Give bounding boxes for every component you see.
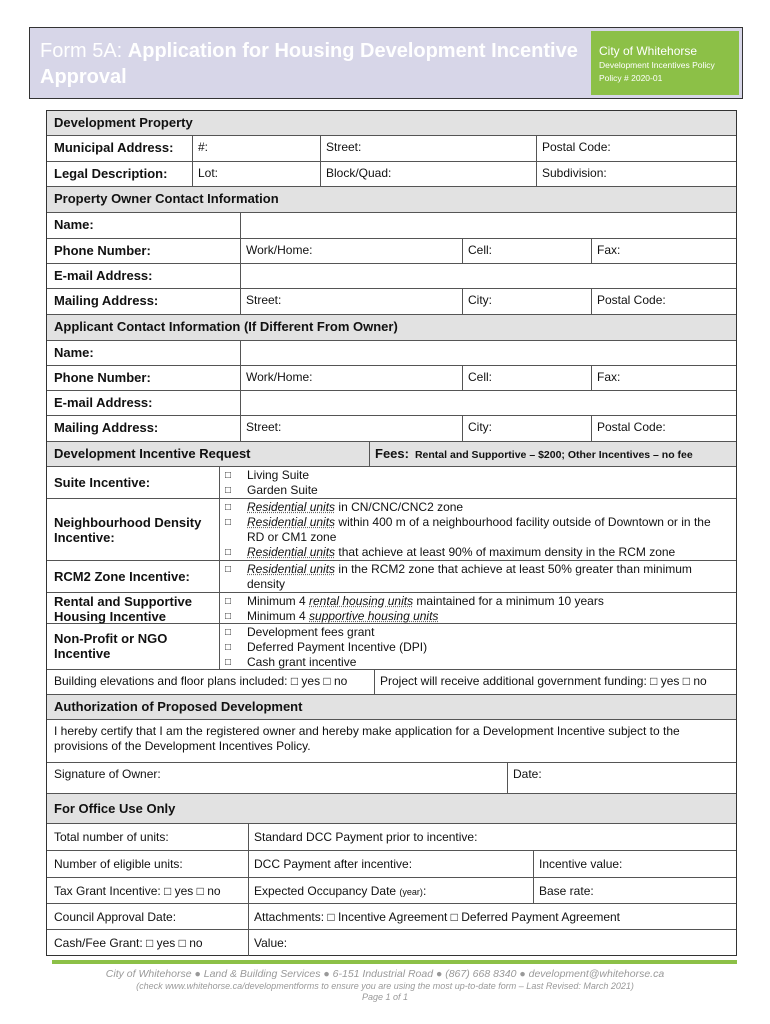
owner-signature-field[interactable]: Signature of Owner: — [54, 767, 161, 781]
owner-mailing-label: Mailing Address: — [54, 293, 159, 308]
office-tax-row — [47, 878, 736, 904]
applicant-email-field[interactable] — [240, 391, 736, 415]
defined-term: Residential units — [247, 562, 336, 576]
municipal-street-field[interactable]: Street: — [320, 136, 536, 161]
checkbox-icon[interactable]: □ — [225, 642, 232, 653]
non-profit-options — [219, 624, 736, 669]
applicant-name-field[interactable] — [240, 341, 736, 365]
applicant-mailing-label: Mailing Address: — [54, 420, 159, 435]
owner-name-field[interactable] — [240, 213, 736, 238]
form-banner — [29, 27, 743, 99]
applicant-email-row — [47, 391, 736, 416]
grant-value-field[interactable]: Value: — [248, 930, 736, 956]
owner-email-row — [47, 264, 736, 289]
section-owner-contact — [47, 187, 736, 213]
certification-row — [47, 720, 736, 763]
occupancy-label: Expected Occupancy Date — [254, 884, 400, 898]
option-text: Minimum 4 — [247, 609, 310, 623]
section-title: For Office Use Only — [54, 801, 176, 816]
section-incentive-request — [47, 442, 736, 467]
section-title: Development Incentive Request — [54, 446, 251, 461]
rcm2-options — [219, 561, 736, 592]
option-text: maintained for a minimum 10 years — [413, 594, 604, 608]
owner-street-field[interactable]: Street: — [240, 289, 462, 314]
municipal-address-row — [47, 136, 736, 162]
total-units-field[interactable]: Total number of units: — [54, 830, 169, 844]
cash-fee-grant-field[interactable]: Cash/Fee Grant: □ yes □ no — [54, 936, 203, 950]
npo-option-cash-grant[interactable] — [220, 655, 736, 670]
city-name: City of Whitehorse — [599, 44, 698, 58]
checkbox-icon[interactable]: □ — [225, 502, 232, 513]
applicant-cell-field[interactable]: Cell: — [462, 366, 591, 390]
applicant-name-label: Name: — [54, 345, 94, 360]
option-text: Living Suite — [247, 468, 310, 482]
occupancy-unit: (year) — [399, 887, 423, 897]
checkbox-icon[interactable]: □ — [225, 657, 232, 668]
dcc-after-incentive-field[interactable]: DCC Payment after incentive: — [248, 851, 533, 877]
council-approval-field[interactable]: Council Approval Date: — [54, 910, 177, 924]
form-number: Form 5A: — [40, 40, 128, 62]
standard-dcc-field[interactable]: Standard DCC Payment prior to incentive: — [248, 824, 736, 850]
neighbourhood-density-row — [47, 499, 736, 561]
defined-term: supportive housing units — [309, 609, 439, 623]
defined-term: rental housing units — [309, 594, 414, 608]
applicant-mailing-row — [47, 416, 736, 442]
office-council-row — [47, 904, 736, 930]
policy-number: Policy # 2020-01 — [599, 73, 663, 83]
signature-row — [47, 763, 736, 794]
eligible-units-field[interactable]: Number of eligible units: — [54, 857, 183, 871]
section-office-use — [47, 794, 736, 824]
option-text: within 400 m of a neighbourhood facility outside of Downtown or in the RD or CM1 zone — [247, 515, 711, 544]
certification-text: I hereby certify that I am the registered owner and hereby make application for a Development Incentive subject to the provisions of the Development Incentives Policy. — [54, 724, 680, 753]
fees-note: Rental and Supportive – $200; Other Incentives – no fee — [414, 449, 693, 461]
applicant-work-field[interactable]: Work/Home: — [240, 366, 462, 390]
checkbox-icon[interactable]: □ — [225, 517, 232, 528]
form-title-text: Application for Housing Development Incentive Approval — [40, 40, 578, 88]
owner-fax-field[interactable]: Fax: — [591, 239, 736, 263]
checkbox-icon[interactable]: □ — [225, 611, 232, 622]
rental-option[interactable] — [220, 594, 736, 609]
base-rate-field[interactable]: Base rate: — [533, 878, 736, 903]
fees-info — [369, 442, 736, 466]
applicant-name-row — [47, 341, 736, 366]
owner-name-label: Name: — [54, 217, 94, 232]
rcm2-option[interactable] — [220, 562, 730, 592]
owner-cell-field[interactable]: Cell: — [462, 239, 591, 263]
owner-phone-row — [47, 239, 736, 264]
legal-description-label: Legal Description: — [54, 166, 168, 181]
nd-option-facility[interactable] — [220, 515, 730, 545]
checkbox-icon[interactable]: □ — [225, 596, 232, 607]
policy-box — [591, 31, 739, 95]
defined-term: Residential units — [247, 545, 336, 559]
owner-name-row — [47, 213, 736, 239]
section-applicant-contact — [47, 315, 736, 341]
section-development-property — [47, 111, 736, 136]
non-profit-row — [47, 624, 736, 670]
rcm2-incentive-label: RCM2 Zone Incentive: — [54, 569, 190, 584]
option-text: that achieve at least 90% of maximum density in the RCM zone — [335, 545, 676, 559]
form-title — [40, 38, 595, 90]
policy-name: Development Incentives Policy — [599, 60, 715, 70]
nd-option-cn-zone[interactable] — [220, 500, 730, 515]
applicant-city-field[interactable]: City: — [462, 416, 591, 441]
fees-label: Fees: — [375, 446, 409, 461]
elevations-included-field[interactable]: Building elevations and floor plans included: □ yes □ no — [54, 674, 348, 688]
owner-phone-label: Phone Number: — [54, 243, 151, 258]
option-text: Deferred Payment Incentive (DPI) — [247, 640, 428, 654]
applicant-phone-row — [47, 366, 736, 391]
owner-city-field[interactable]: City: — [462, 289, 591, 314]
npo-option-dpi[interactable] — [220, 640, 736, 655]
office-units-row — [47, 824, 736, 851]
occupancy-date-field[interactable] — [248, 878, 533, 903]
office-cash-row — [47, 930, 736, 956]
applicant-fax-field[interactable]: Fax: — [591, 366, 736, 390]
applicant-phone-label: Phone Number: — [54, 370, 151, 385]
section-title: Authorization of Proposed Development — [54, 699, 303, 714]
owner-email-field[interactable] — [240, 264, 736, 288]
rental-supportive-options — [219, 593, 736, 623]
application-form — [46, 110, 737, 956]
defined-term: Residential units — [247, 500, 336, 514]
npo-option-fees-grant[interactable] — [220, 625, 736, 640]
suite-incentive-row — [47, 467, 736, 499]
checkbox-icon[interactable]: □ — [225, 470, 232, 481]
rcm2-incentive-row — [47, 561, 736, 593]
government-funding-field[interactable]: Project will receive additional government funding: □ yes □ no — [374, 670, 736, 694]
section-authorization — [47, 695, 736, 720]
checkbox-icon[interactable]: □ — [225, 485, 232, 496]
option-text: Minimum 4 — [247, 594, 310, 608]
option-text: in the RCM2 zone that achieve at least 50% greater than minimum density — [247, 562, 692, 591]
supporting-info-row — [47, 670, 736, 695]
section-title: Property Owner Contact Information — [54, 191, 279, 206]
attachments-field[interactable]: Attachments: □ Incentive Agreement □ Deferred Payment Agreement — [248, 904, 736, 929]
owner-mailing-row — [47, 289, 736, 315]
checkbox-icon[interactable]: □ — [225, 564, 232, 575]
defined-term: Residential units — [247, 515, 336, 529]
municipal-number-field[interactable]: #: — [192, 136, 320, 161]
section-title: Applicant Contact Information (If Different From Owner) — [54, 319, 398, 334]
option-text: in CN/CNC/CNC2 zone — [335, 500, 464, 514]
tax-grant-field[interactable]: Tax Grant Incentive: □ yes □ no — [54, 884, 221, 898]
suite-incentive-label: Suite Incentive: — [54, 475, 151, 490]
option-text: Garden Suite — [247, 483, 318, 497]
municipal-postal-field[interactable]: Postal Code: — [536, 136, 736, 161]
supportive-option[interactable] — [220, 609, 736, 624]
suite-option-living[interactable] — [220, 468, 736, 483]
occupancy-colon: : — [422, 884, 427, 898]
nd-option-rcm-density[interactable] — [220, 545, 730, 560]
option-text: Development fees grant — [247, 625, 375, 639]
rental-supportive-row — [47, 593, 736, 624]
owner-postal-field[interactable]: Postal Code: — [591, 289, 736, 314]
non-profit-label: Non-Profit or NGO Incentive — [54, 631, 168, 661]
footer-revision-note: (check www.whitehorse.ca/developmentforms to ensure you are using the most up-to-date form – Last Revised: March 2021) — [136, 981, 634, 991]
legal-description-row — [47, 162, 736, 187]
suite-option-garden[interactable] — [220, 483, 736, 498]
footer-contact: City of Whitehorse ● Land & Building Services ● 6-151 Industrial Road ● (867) 668 8340 ● development@whitehorse.ca — [105, 968, 665, 980]
municipal-address-label: Municipal Address: — [54, 140, 174, 155]
checkbox-icon[interactable]: □ — [225, 547, 232, 558]
option-text: Cash grant incentive — [247, 655, 357, 669]
owner-work-field[interactable]: Work/Home: — [240, 239, 462, 263]
signature-date-field[interactable]: Date: — [507, 763, 736, 793]
applicant-postal-field[interactable]: Postal Code: — [591, 416, 736, 441]
neighbourhood-density-options — [219, 499, 736, 560]
owner-email-label: E-mail Address: — [54, 268, 153, 283]
footer-divider — [52, 960, 737, 964]
office-eligible-row — [47, 851, 736, 878]
subdivision-field[interactable]: Subdivision: — [536, 162, 736, 186]
checkbox-icon[interactable]: □ — [225, 627, 232, 638]
section-title: Development Property — [54, 115, 193, 130]
incentive-value-field[interactable]: Incentive value: — [533, 851, 736, 877]
applicant-street-field[interactable]: Street: — [240, 416, 462, 441]
rental-supportive-label: Rental and Supportive Housing Incentive — [54, 594, 192, 624]
footer-page-number: Page 1 of 1 — [361, 992, 409, 1002]
block-quad-field[interactable]: Block/Quad: — [320, 162, 536, 186]
lot-field[interactable]: Lot: — [192, 162, 320, 186]
suite-options — [219, 467, 736, 498]
neighbourhood-density-label: Neighbourhood Density Incentive: — [54, 515, 202, 545]
applicant-email-label: E-mail Address: — [54, 395, 153, 410]
